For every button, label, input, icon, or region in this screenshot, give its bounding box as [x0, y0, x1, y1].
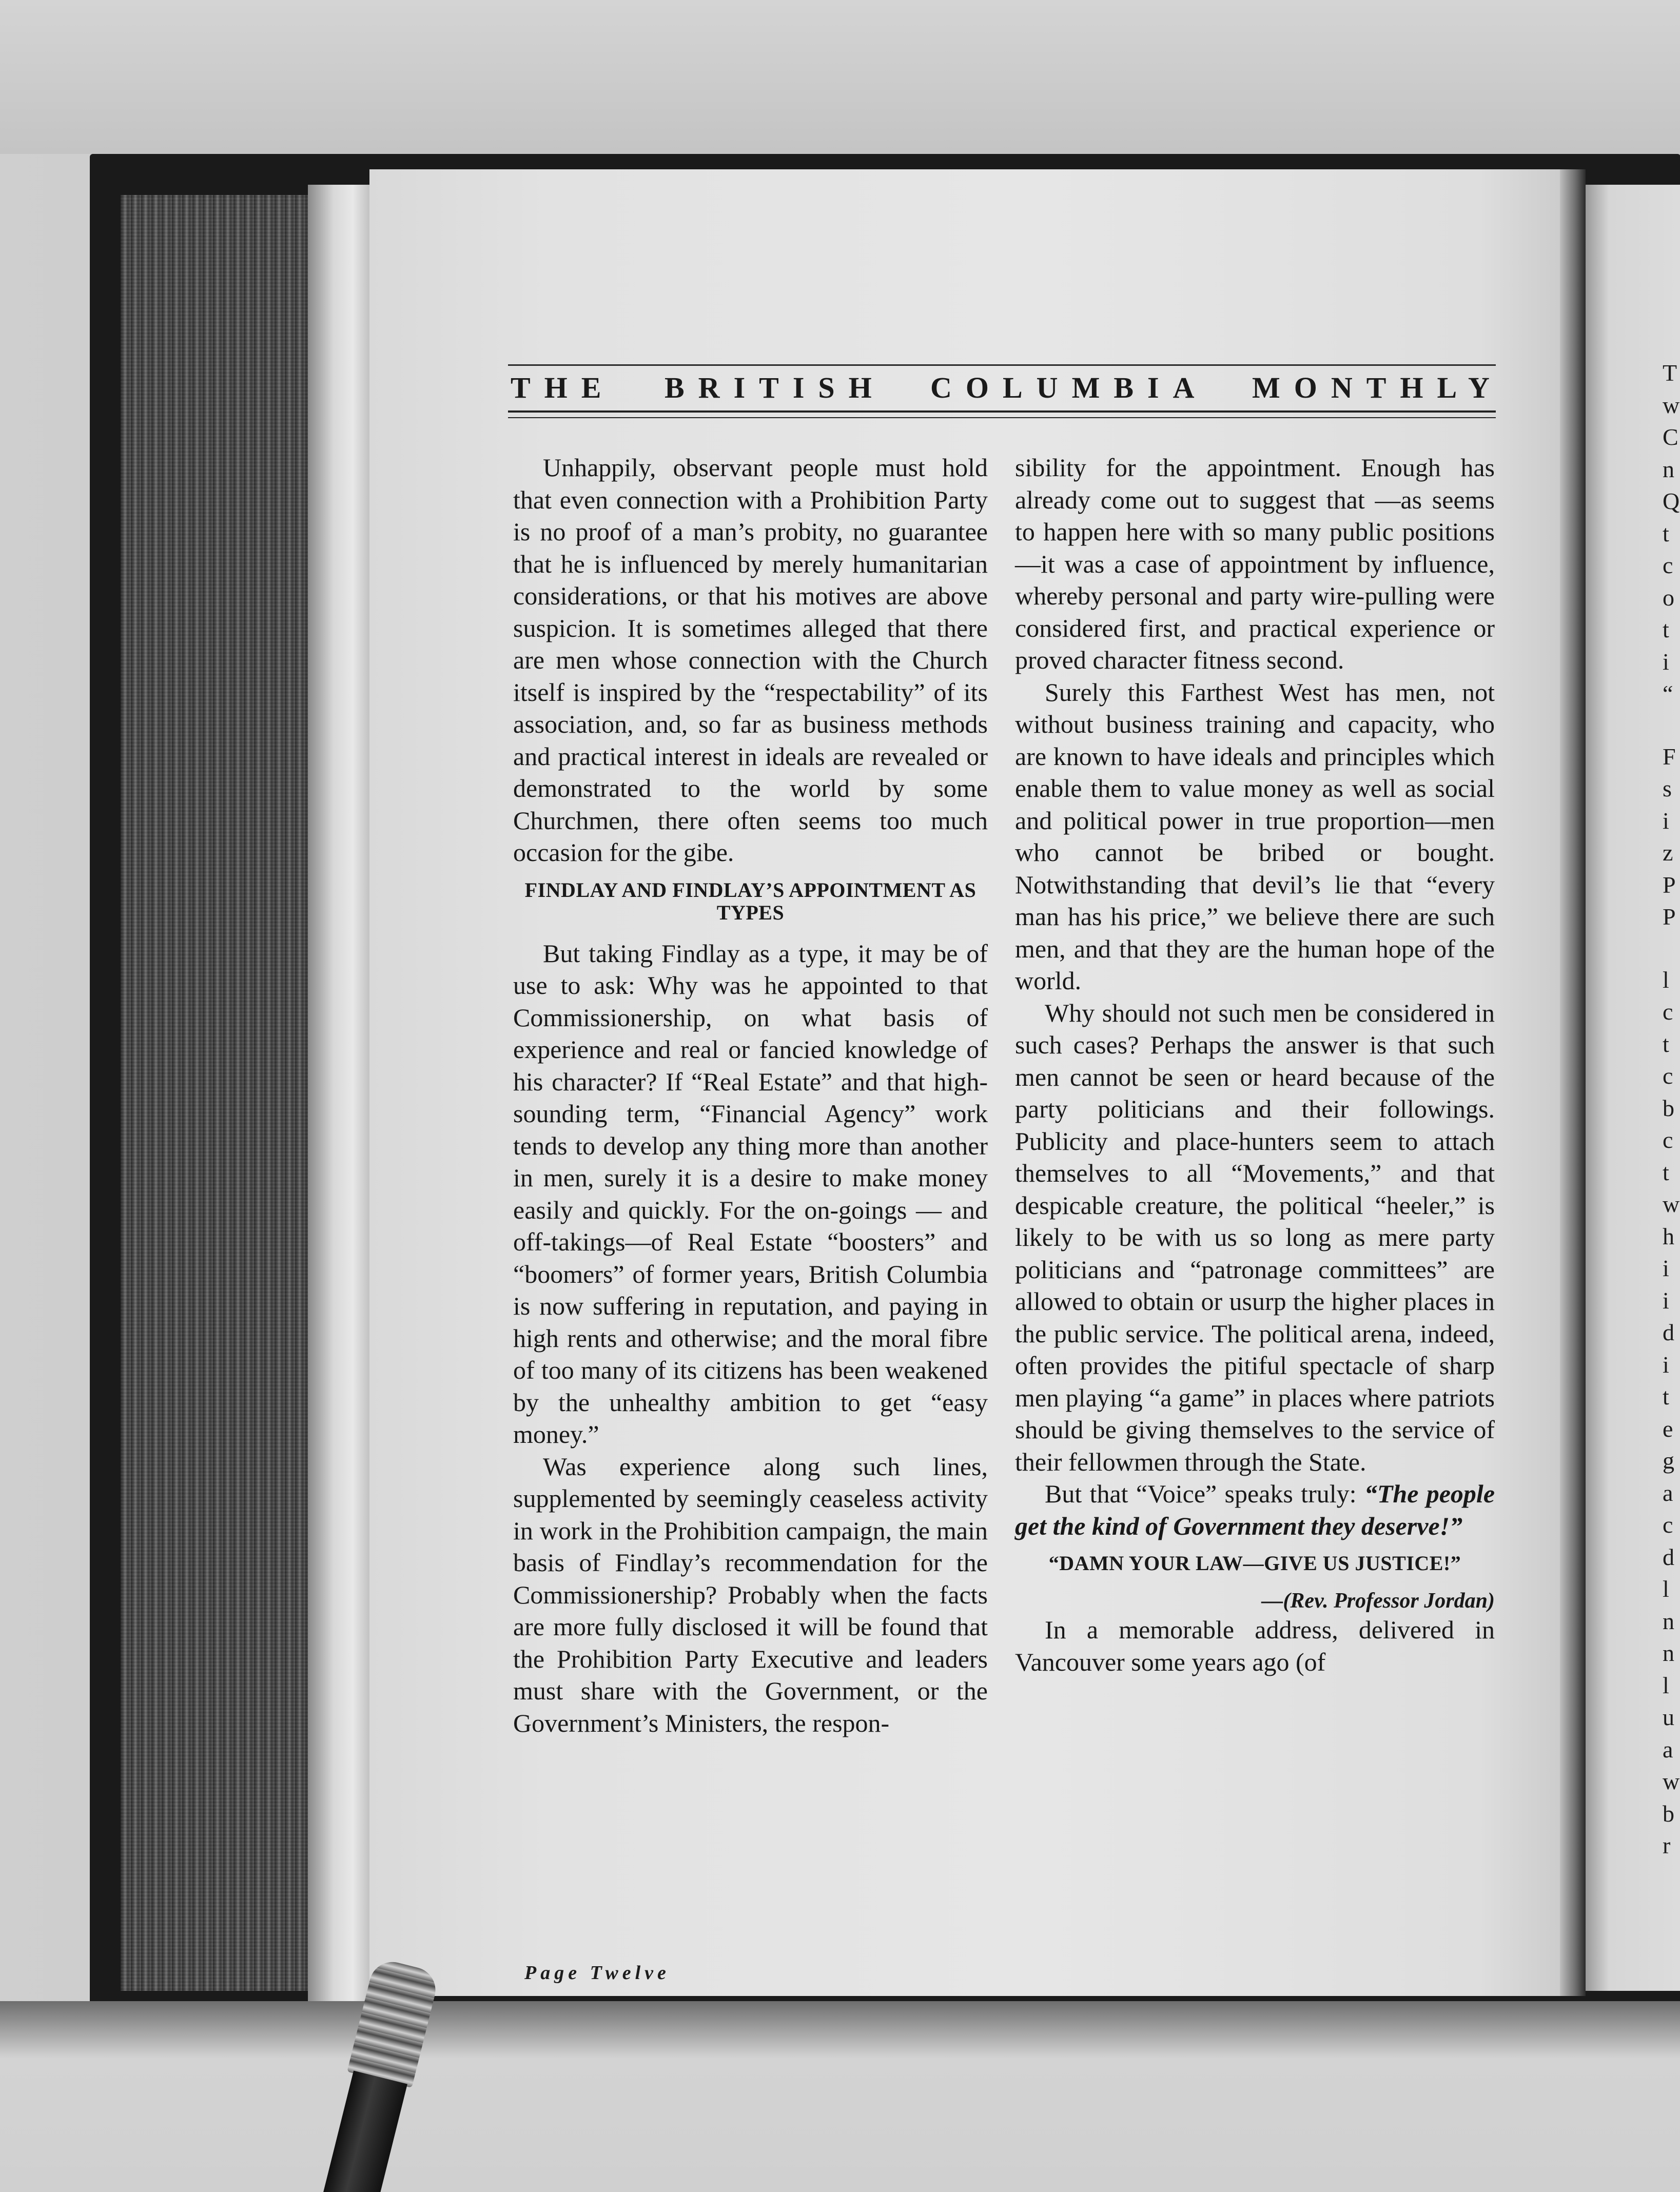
masthead-rule	[508, 417, 1496, 418]
paragraph: Surely this Farthest West has men, not without business training and capacity, who are known to have ideals and principles which enable them to value money as well as social and political power in true proportion—men who cannot be bribed or bought. Notwithstanding that devil’s lie that “every man has his price,” we believe there are such men, and that they are the human hope of the world.	[1015, 677, 1495, 995]
page-number: Page Twelve	[524, 1962, 670, 1984]
facing-page-fragment: C	[1663, 424, 1678, 450]
facing-page-fragment: n	[1663, 1608, 1674, 1634]
pencil-ferrule	[347, 1957, 440, 2088]
facing-page-fragment: a	[1663, 1736, 1673, 1763]
facing-page-fragment: c	[1663, 1063, 1673, 1089]
masthead-word: THE	[511, 371, 615, 404]
paragraph	[1015, 1478, 1495, 1542]
quote-intro: But that “Voice” speaks truly:	[1045, 1479, 1357, 1508]
masthead-rule	[508, 364, 1496, 366]
facing-page-fragment: u	[1663, 1704, 1674, 1730]
facing-page-fragment: s	[1663, 775, 1672, 801]
facing-page-fragment: n	[1663, 456, 1674, 482]
page-edge-highlight	[308, 185, 372, 2001]
paragraph: Was experience along such lines, supplemented by seemingly ceaseless activity in work in the Prohibition campaign, the main basis of Findlay’s recommendation for the Commissionership? Probably when the facts are more fully disclosed it will be found that the Prohibition Party Executive and leaders must share with the Government, or the Government’s Ministers, the respon-	[513, 1452, 988, 1737]
facing-page-fragment: a	[1663, 1479, 1673, 1506]
facing-page-fragment: t	[1663, 520, 1669, 546]
attribution: —(Rev. Professor Jordan)	[1261, 1589, 1495, 1613]
facing-page-fragment: P	[1663, 904, 1676, 930]
facing-page-fragment: T	[1663, 360, 1677, 386]
facing-page-fragment: e	[1663, 1415, 1673, 1442]
paragraph: sibility for the appointment. Enough has already come out to suggest that —as seems to happen here with so many public positions—it was a case of appointment by influence, whereby personal and party wire-pulling were considered first, and practical experience or proved character fitness second.	[1015, 453, 1495, 674]
facing-page-fragment: d	[1663, 1319, 1674, 1345]
pencil-body	[314, 2070, 407, 2192]
facing-page-fragment: o	[1663, 584, 1674, 611]
masthead-word: BRITISH	[665, 371, 886, 404]
facing-page-fragment: P	[1663, 871, 1676, 898]
paragraph: Why should not such men be considered in such cases? Perhaps the answer is that such men cannot be seen or heard because of the party politicians and their followings. Publicity and place-hunters seem to attach themselves to all “Movements,” and that despicable creature, the political “heeler,” is likely to be with us so long as mere party politicians and “patronage committees” are allowed to obtain or usurp the higher places in the public service. The political arena, indeed, often provides the pitiful spectacle of sharp men playing “a game” in places where patriots should be giving themselves to the service of their fellowmen through the State.	[1015, 998, 1495, 1476]
facing-page-fragment: F	[1663, 743, 1676, 770]
facing-page-fragment: “	[1663, 680, 1673, 707]
facing-page-fragment: c	[1663, 552, 1673, 578]
facing-page-fragment: h	[1663, 1223, 1674, 1249]
facing-page-fragment: i	[1663, 807, 1669, 834]
facing-page-fragment: t	[1663, 616, 1669, 642]
facing-page-fragment: i	[1663, 648, 1669, 675]
facing-page-fragment: i	[1663, 1255, 1669, 1281]
masthead	[511, 370, 1503, 406]
facing-page-fragment: i	[1663, 1351, 1669, 1378]
facing-page-fragment: b	[1663, 1800, 1674, 1827]
paragraph: In a memorable address, delivered in Vancouver some years ago (of	[1015, 1615, 1495, 1676]
section-heading: FINDLAY AND FINDLAY’S APPOINTMENT AS TYPES	[524, 878, 976, 924]
right-column	[1015, 452, 1495, 1678]
facing-page-fragment: n	[1663, 1640, 1674, 1666]
facing-page-fragment: g	[1663, 1447, 1674, 1474]
table-surface	[0, 2001, 1680, 2192]
facing-page-fragment: l	[1663, 1672, 1669, 1698]
facing-page-fragment: t	[1663, 1159, 1669, 1185]
facing-page-fragment: Q	[1663, 488, 1680, 514]
section-heading: “DAMN YOUR LAW—GIVE US JUSTICE!”	[1048, 1552, 1461, 1575]
masthead-word: COLUMBIA	[930, 371, 1208, 404]
facing-page-fragment: l	[1663, 966, 1669, 993]
facing-page-fragment: i	[1663, 1287, 1669, 1314]
background	[0, 0, 1680, 154]
facing-page-fragment: w	[1663, 392, 1680, 418]
masthead-word: MONTHLY	[1252, 371, 1503, 404]
facing-page-fragment: r	[1663, 1832, 1671, 1858]
facing-page-fragment: w	[1663, 1768, 1680, 1794]
masthead-rule	[508, 410, 1496, 413]
facing-page-fragment: c	[1663, 1127, 1673, 1153]
facing-page-fragment: w	[1663, 1191, 1680, 1217]
facing-page-fragment: b	[1663, 1094, 1674, 1121]
facing-page-fragment: c	[1663, 1512, 1673, 1538]
facing-page-fragment: t	[1663, 1030, 1669, 1057]
facing-page-fragment: d	[1663, 1543, 1674, 1570]
facing-page-fragment: t	[1663, 1383, 1669, 1410]
paragraph: Unhappily, observant people must hold that even connection with a Prohibition Party is no proof of a man’s probity, no guarantee that he is influenced by merely humanitarian considerations, or that his motives are above suspicion. It is sometimes alleged that there are men whose connection with the Church itself is inspired by the “respectability” of its association, and, so far as business methods and practical interest in ideals are revealed or demonstrated to the world by some Churchmen, there often seems too much occasion for the gibe.	[513, 453, 988, 867]
paragraph: But taking Findlay as a type, it may be of use to ask: Why was he appointed to that Commissionership, on what basis of experience and real or fancied knowledge of his character? If “Real Estate” and that high-sounding term, “Financial Agency” work tends to develop any thing more than another in men, surely it is a desire to make money easily and quickly. For the on-goings — and off-takings—of Real Estate “boosters” and “boomers” of former years, British Columbia is now suffering in reputation, and paying in high rents and otherwise; and the moral fibre of too many of its citizens has been weakened by the unhealthy ambition to get “easy money.”	[513, 938, 988, 1449]
book-gutter	[1560, 169, 1586, 1996]
facing-page-fragment: l	[1663, 1576, 1669, 1602]
facing-page-fragment: c	[1663, 999, 1673, 1025]
quote: “The people get the kind of Government they deserve!”	[1015, 1479, 1495, 1540]
facing-page-fragment: z	[1663, 839, 1673, 866]
left-column	[513, 452, 988, 1739]
